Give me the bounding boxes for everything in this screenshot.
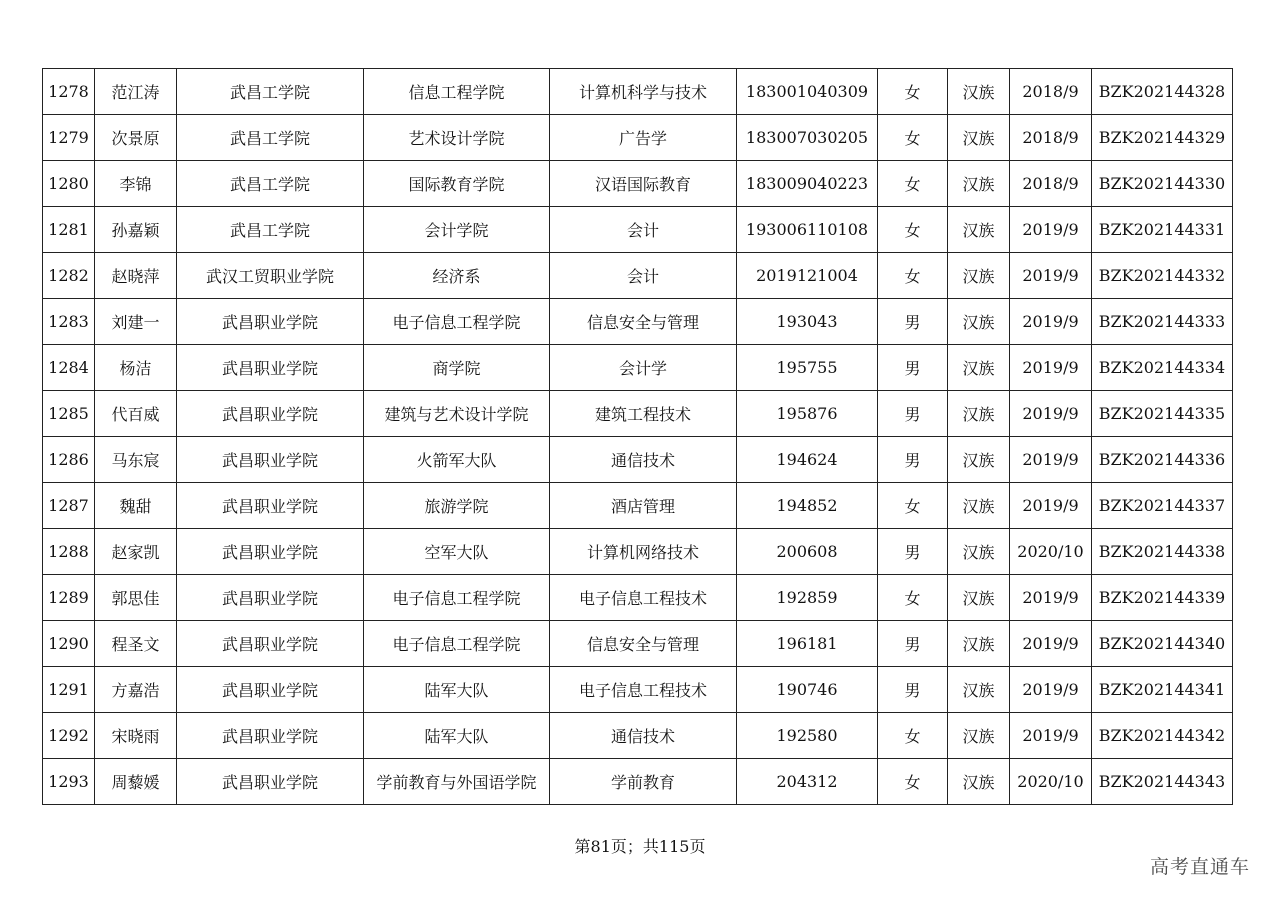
cell-student-id: 204312 bbox=[737, 759, 878, 805]
cell-gender: 男 bbox=[878, 345, 948, 391]
cell-gender: 男 bbox=[878, 299, 948, 345]
cell-school: 武昌工学院 bbox=[177, 207, 364, 253]
cell-department: 国际教育学院 bbox=[364, 161, 550, 207]
table-row bbox=[43, 437, 1233, 483]
cell-student-id: 195876 bbox=[737, 391, 878, 437]
cell-gender: 女 bbox=[878, 207, 948, 253]
cell-student-id: 2019121004 bbox=[737, 253, 878, 299]
cell-student-id: 193006110108 bbox=[737, 207, 878, 253]
cell-gender: 女 bbox=[878, 483, 948, 529]
cell-school: 武昌工学院 bbox=[177, 161, 364, 207]
cell-certificate-no: BZK202144338 bbox=[1092, 529, 1233, 575]
cell-school: 武昌职业学院 bbox=[177, 713, 364, 759]
cell-name: 刘建一 bbox=[95, 299, 177, 345]
table-row bbox=[43, 483, 1233, 529]
cell-serial: 1279 bbox=[43, 115, 95, 161]
cell-serial: 1285 bbox=[43, 391, 95, 437]
cell-student-id: 195755 bbox=[737, 345, 878, 391]
cell-certificate-no: BZK202144342 bbox=[1092, 713, 1233, 759]
cell-gender: 女 bbox=[878, 69, 948, 115]
cell-student-id: 196181 bbox=[737, 621, 878, 667]
cell-ethnicity: 汉族 bbox=[948, 575, 1010, 621]
table-row bbox=[43, 621, 1233, 667]
table-row bbox=[43, 713, 1233, 759]
cell-major: 汉语国际教育 bbox=[550, 161, 737, 207]
table-row bbox=[43, 69, 1233, 115]
cell-serial: 1286 bbox=[43, 437, 95, 483]
cell-department: 火箭军大队 bbox=[364, 437, 550, 483]
cell-serial: 1290 bbox=[43, 621, 95, 667]
cell-name: 魏甜 bbox=[95, 483, 177, 529]
cell-enroll-date: 2018/9 bbox=[1010, 115, 1092, 161]
cell-name: 次景原 bbox=[95, 115, 177, 161]
cell-school: 武汉工贸职业学院 bbox=[177, 253, 364, 299]
cell-ethnicity: 汉族 bbox=[948, 621, 1010, 667]
cell-school: 武昌职业学院 bbox=[177, 483, 364, 529]
cell-student-id: 193043 bbox=[737, 299, 878, 345]
cell-major: 电子信息工程技术 bbox=[550, 667, 737, 713]
cell-department: 学前教育与外国语学院 bbox=[364, 759, 550, 805]
cell-department: 陆军大队 bbox=[364, 713, 550, 759]
cell-major: 通信技术 bbox=[550, 437, 737, 483]
cell-serial: 1282 bbox=[43, 253, 95, 299]
cell-certificate-no: BZK202144328 bbox=[1092, 69, 1233, 115]
cell-certificate-no: BZK202144330 bbox=[1092, 161, 1233, 207]
cell-department: 会计学院 bbox=[364, 207, 550, 253]
table-row bbox=[43, 161, 1233, 207]
cell-ethnicity: 汉族 bbox=[948, 483, 1010, 529]
cell-certificate-no: BZK202144337 bbox=[1092, 483, 1233, 529]
cell-name: 周藜媛 bbox=[95, 759, 177, 805]
cell-major: 会计学 bbox=[550, 345, 737, 391]
cell-ethnicity: 汉族 bbox=[948, 437, 1010, 483]
cell-school: 武昌职业学院 bbox=[177, 391, 364, 437]
cell-certificate-no: BZK202144341 bbox=[1092, 667, 1233, 713]
table-row bbox=[43, 115, 1233, 161]
table-row bbox=[43, 345, 1233, 391]
table-row bbox=[43, 207, 1233, 253]
cell-school: 武昌职业学院 bbox=[177, 345, 364, 391]
cell-department: 建筑与艺术设计学院 bbox=[364, 391, 550, 437]
cell-department: 商学院 bbox=[364, 345, 550, 391]
cell-name: 程圣文 bbox=[95, 621, 177, 667]
cell-serial: 1293 bbox=[43, 759, 95, 805]
cell-major: 电子信息工程技术 bbox=[550, 575, 737, 621]
cell-ethnicity: 汉族 bbox=[948, 161, 1010, 207]
cell-enroll-date: 2019/9 bbox=[1010, 391, 1092, 437]
cell-serial: 1289 bbox=[43, 575, 95, 621]
cell-certificate-no: BZK202144343 bbox=[1092, 759, 1233, 805]
cell-serial: 1288 bbox=[43, 529, 95, 575]
cell-major: 信息安全与管理 bbox=[550, 621, 737, 667]
cell-ethnicity: 汉族 bbox=[948, 759, 1010, 805]
cell-school: 武昌工学院 bbox=[177, 69, 364, 115]
cell-certificate-no: BZK202144332 bbox=[1092, 253, 1233, 299]
cell-enroll-date: 2019/9 bbox=[1010, 345, 1092, 391]
cell-enroll-date: 2019/9 bbox=[1010, 667, 1092, 713]
table-row bbox=[43, 253, 1233, 299]
cell-enroll-date: 2019/9 bbox=[1010, 299, 1092, 345]
cell-certificate-no: BZK202144329 bbox=[1092, 115, 1233, 161]
cell-major: 酒店管理 bbox=[550, 483, 737, 529]
cell-enroll-date: 2019/9 bbox=[1010, 207, 1092, 253]
cell-gender: 女 bbox=[878, 161, 948, 207]
cell-student-id: 194852 bbox=[737, 483, 878, 529]
cell-enroll-date: 2019/9 bbox=[1010, 483, 1092, 529]
table-row bbox=[43, 529, 1233, 575]
cell-gender: 女 bbox=[878, 759, 948, 805]
cell-major: 通信技术 bbox=[550, 713, 737, 759]
cell-name: 赵晓萍 bbox=[95, 253, 177, 299]
cell-enroll-date: 2019/9 bbox=[1010, 713, 1092, 759]
cell-serial: 1283 bbox=[43, 299, 95, 345]
cell-gender: 男 bbox=[878, 437, 948, 483]
cell-name: 范江涛 bbox=[95, 69, 177, 115]
table-row bbox=[43, 667, 1233, 713]
cell-serial: 1281 bbox=[43, 207, 95, 253]
cell-major: 会计 bbox=[550, 253, 737, 299]
cell-ethnicity: 汉族 bbox=[948, 667, 1010, 713]
cell-student-id: 194624 bbox=[737, 437, 878, 483]
cell-gender: 女 bbox=[878, 115, 948, 161]
cell-ethnicity: 汉族 bbox=[948, 345, 1010, 391]
page-number: 第81页；共115页 bbox=[574, 837, 706, 856]
cell-certificate-no: BZK202144339 bbox=[1092, 575, 1233, 621]
cell-serial: 1284 bbox=[43, 345, 95, 391]
cell-serial: 1278 bbox=[43, 69, 95, 115]
cell-gender: 女 bbox=[878, 575, 948, 621]
cell-major: 信息安全与管理 bbox=[550, 299, 737, 345]
cell-school: 武昌职业学院 bbox=[177, 667, 364, 713]
cell-name: 马东宸 bbox=[95, 437, 177, 483]
cell-student-id: 192859 bbox=[737, 575, 878, 621]
cell-school: 武昌职业学院 bbox=[177, 437, 364, 483]
records-table bbox=[42, 68, 1233, 805]
cell-enroll-date: 2019/9 bbox=[1010, 437, 1092, 483]
cell-gender: 男 bbox=[878, 391, 948, 437]
cell-major: 计算机科学与技术 bbox=[550, 69, 737, 115]
cell-department: 信息工程学院 bbox=[364, 69, 550, 115]
cell-enroll-date: 2018/9 bbox=[1010, 161, 1092, 207]
cell-student-id: 183009040223 bbox=[737, 161, 878, 207]
cell-enroll-date: 2019/9 bbox=[1010, 575, 1092, 621]
cell-school: 武昌工学院 bbox=[177, 115, 364, 161]
cell-name: 宋晓雨 bbox=[95, 713, 177, 759]
cell-department: 电子信息工程学院 bbox=[364, 299, 550, 345]
cell-ethnicity: 汉族 bbox=[948, 299, 1010, 345]
cell-enroll-date: 2018/9 bbox=[1010, 69, 1092, 115]
cell-department: 旅游学院 bbox=[364, 483, 550, 529]
cell-serial: 1280 bbox=[43, 161, 95, 207]
cell-certificate-no: BZK202144331 bbox=[1092, 207, 1233, 253]
cell-ethnicity: 汉族 bbox=[948, 253, 1010, 299]
cell-department: 电子信息工程学院 bbox=[364, 575, 550, 621]
cell-certificate-no: BZK202144336 bbox=[1092, 437, 1233, 483]
cell-student-id: 183007030205 bbox=[737, 115, 878, 161]
table-row bbox=[43, 759, 1233, 805]
cell-gender: 女 bbox=[878, 253, 948, 299]
cell-enroll-date: 2019/9 bbox=[1010, 253, 1092, 299]
cell-serial: 1292 bbox=[43, 713, 95, 759]
cell-gender: 男 bbox=[878, 667, 948, 713]
cell-department: 艺术设计学院 bbox=[364, 115, 550, 161]
cell-ethnicity: 汉族 bbox=[948, 115, 1010, 161]
cell-major: 会计 bbox=[550, 207, 737, 253]
cell-ethnicity: 汉族 bbox=[948, 529, 1010, 575]
cell-certificate-no: BZK202144340 bbox=[1092, 621, 1233, 667]
cell-enroll-date: 2020/10 bbox=[1010, 759, 1092, 805]
cell-school: 武昌职业学院 bbox=[177, 621, 364, 667]
watermark-logo: 高考直通车 bbox=[1149, 856, 1250, 878]
cell-serial: 1287 bbox=[43, 483, 95, 529]
cell-department: 空军大队 bbox=[364, 529, 550, 575]
cell-department: 电子信息工程学院 bbox=[364, 621, 550, 667]
cell-name: 孙嘉颖 bbox=[95, 207, 177, 253]
table-row bbox=[43, 299, 1233, 345]
cell-major: 学前教育 bbox=[550, 759, 737, 805]
cell-school: 武昌职业学院 bbox=[177, 529, 364, 575]
cell-major: 计算机网络技术 bbox=[550, 529, 737, 575]
cell-name: 赵家凯 bbox=[95, 529, 177, 575]
cell-ethnicity: 汉族 bbox=[948, 69, 1010, 115]
cell-name: 李锦 bbox=[95, 161, 177, 207]
table-row bbox=[43, 575, 1233, 621]
cell-serial: 1291 bbox=[43, 667, 95, 713]
cell-name: 杨洁 bbox=[95, 345, 177, 391]
cell-name: 郭思佳 bbox=[95, 575, 177, 621]
cell-enroll-date: 2019/9 bbox=[1010, 621, 1092, 667]
table-row bbox=[43, 391, 1233, 437]
cell-certificate-no: BZK202144333 bbox=[1092, 299, 1233, 345]
cell-ethnicity: 汉族 bbox=[948, 207, 1010, 253]
cell-student-id: 200608 bbox=[737, 529, 878, 575]
cell-certificate-no: BZK202144334 bbox=[1092, 345, 1233, 391]
cell-ethnicity: 汉族 bbox=[948, 713, 1010, 759]
cell-major: 广告学 bbox=[550, 115, 737, 161]
cell-school: 武昌职业学院 bbox=[177, 299, 364, 345]
cell-school: 武昌职业学院 bbox=[177, 759, 364, 805]
cell-gender: 男 bbox=[878, 621, 948, 667]
cell-major: 建筑工程技术 bbox=[550, 391, 737, 437]
cell-department: 经济系 bbox=[364, 253, 550, 299]
cell-enroll-date: 2020/10 bbox=[1010, 529, 1092, 575]
cell-student-id: 190746 bbox=[737, 667, 878, 713]
records-body bbox=[43, 69, 1233, 805]
cell-name: 代百威 bbox=[95, 391, 177, 437]
cell-department: 陆军大队 bbox=[364, 667, 550, 713]
cell-name: 方嘉浩 bbox=[95, 667, 177, 713]
cell-student-id: 192580 bbox=[737, 713, 878, 759]
cell-student-id: 183001040309 bbox=[737, 69, 878, 115]
cell-school: 武昌职业学院 bbox=[177, 575, 364, 621]
cell-certificate-no: BZK202144335 bbox=[1092, 391, 1233, 437]
cell-gender: 男 bbox=[878, 529, 948, 575]
cell-gender: 女 bbox=[878, 713, 948, 759]
cell-ethnicity: 汉族 bbox=[948, 391, 1010, 437]
